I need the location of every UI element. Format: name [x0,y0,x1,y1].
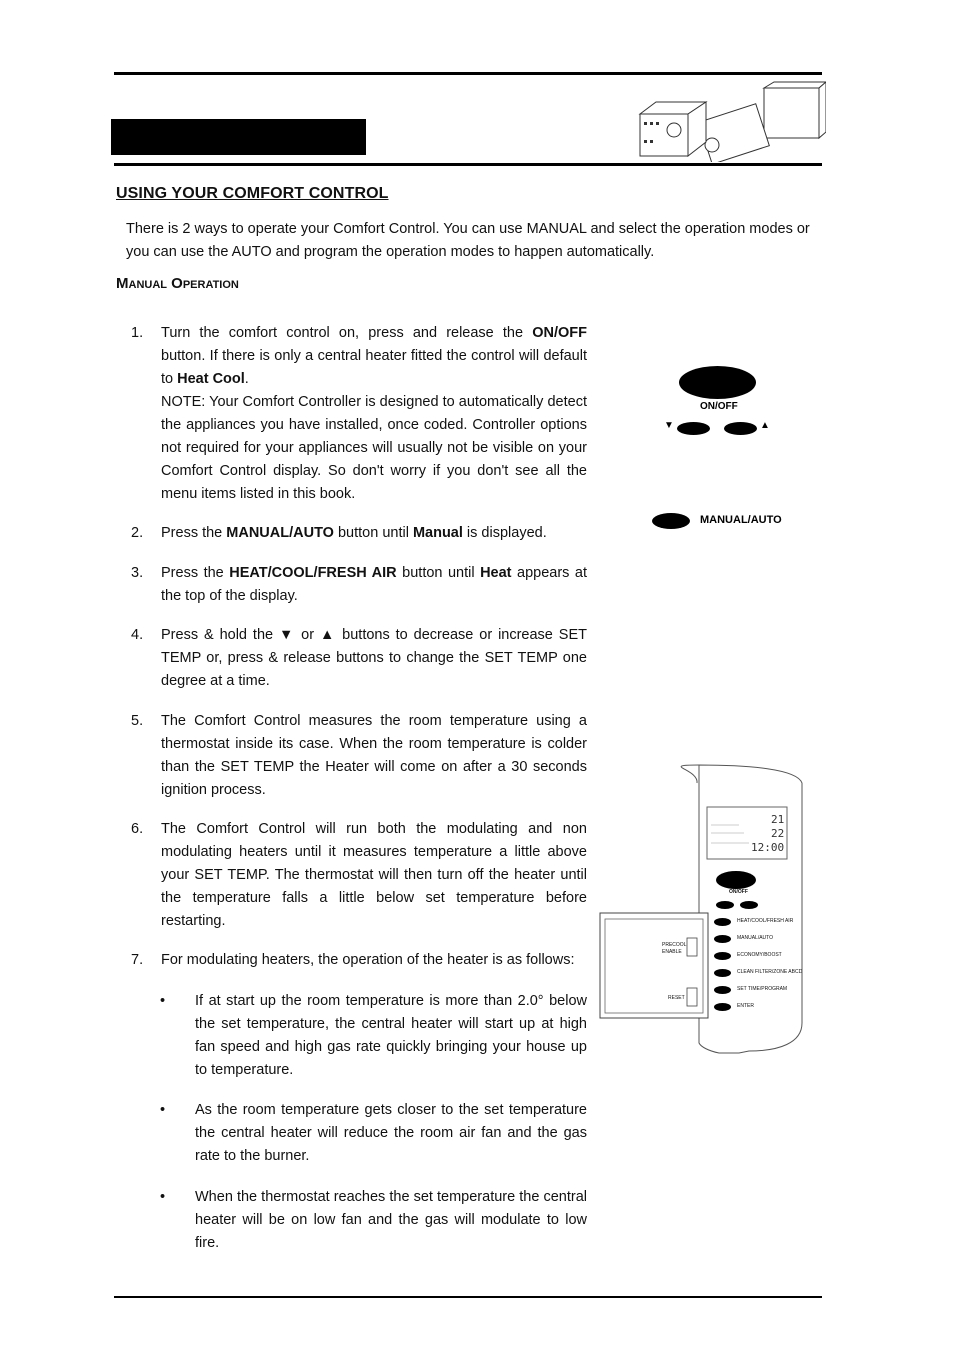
text-bold: HEAT/COOL/FRESH AIR [229,565,397,581]
text-run: button. If there is only a central heater fitted the control will default to [161,348,587,387]
remote-key-label: ENTER [737,1003,754,1009]
section-heading: USING YOUR COMFORT CONTROL [116,185,389,202]
item-number: 6. [131,821,144,837]
text-run: Press the [161,525,227,541]
text-bold: MANUAL/AUTO [226,525,334,541]
remote-key-icon [714,952,731,960]
remote-key-label: CLEAN FILTER/ZONE ABCD [737,969,803,975]
reset-label: RESET [668,995,685,1001]
remote-onoff-label: ON/OFF [729,889,748,895]
remote-key-icon [714,935,731,943]
bullet-text: If at start up the room temperature is more than 2.0° below the set temperature, the central heater will start up at high fan speed and high gas rate quickly bringing your house up to temperature. [195,993,587,1078]
bullet-dot: • [160,1102,166,1118]
item-text: The Comfort Control will run both the modulating and non modulating heaters until it measures temperature a little above your SET TEMP. The thermostat will then turn off the heater until the temperature falls a little below set temperature before restarting. [161,821,587,929]
remote-key-label: SET TIME/PROGRAM [737,986,788,992]
item-text: For modulating heaters, the operation of the heater is as follows: [161,952,575,968]
item-text [161,562,587,608]
remote-key-icon [714,986,731,994]
enable-label: ENABLE [662,949,682,955]
item-note: NOTE: Your Comfort Controller is designed to automatically detect the appliances you have installed, once coded. Controller options not required for your appliances will usually not be visible on your Comfort Control display. So don't worry if you don't see all the menu items listed in this book. [161,394,587,502]
remote-key-label: ECONOMY/BOOST [737,952,782,958]
top-rule [114,72,822,75]
item-text: Press & hold the ▼ or ▲ buttons to decrease or increase SET TEMP or, press & release buttons to change the SET TEMP one degree at a time. [161,627,587,689]
bullet-text: When the thermostat reaches the set temperature the central heater will be on low fan and the gas will modulate to low fire. [195,1189,587,1251]
display-small-digits: 22 [771,827,785,840]
manual-auto-button-figure [646,510,786,534]
intro-paragraph: There is 2 ways to operate your Comfort Control. You can use MANUAL and select the operation modes or you can use the AUTO and program the operation modes to happen automatically. [126,221,810,260]
up-button-icon [724,422,757,435]
text-run: is displayed. [462,525,547,541]
text-run: appears at the top of the display. [161,565,588,604]
precool-label: PRECOOL [662,942,687,948]
item-number: 4. [131,627,144,643]
item-number: 1. [131,325,144,341]
item-text [161,322,587,391]
up-arrow-icon: ▲ [760,420,770,431]
text-run: button until [333,525,413,541]
text-run: Turn the comfort control on, press and release the [161,325,533,341]
onoff-button-figure [660,362,780,442]
onoff-button-icon [679,366,756,399]
text-run: . [244,371,249,387]
bullet-text: As the room temperature gets closer to the set temperature the central heater will reduce the room air fan and the gas rate to the burner. [195,1102,587,1164]
header-title-bar [111,119,366,155]
text-run: Press the [161,565,230,581]
text-bold: Heat Cool [177,371,245,387]
header-bottom-rule [114,163,822,166]
manual-auto-label: MANUAL/AUTO [700,514,782,526]
text-bold: ON/OFF [532,325,587,341]
remote-key-icon [714,969,731,977]
remote-up-button [740,901,758,909]
footer-rule [114,1296,822,1298]
onoff-label: ON/OFF [700,401,738,412]
text-bold: Heat [480,565,512,581]
remote-key-label: HEAT/COOL/FRESH AIR [737,918,794,924]
item-number: 5. [131,713,144,729]
remote-key-label: MANUAL/AUTO [737,935,774,941]
display-big-digits: 21 [771,813,785,826]
bullet-dot: • [160,1189,166,1205]
remote-onoff-button [716,871,756,889]
remote-outline-icon [599,763,805,1055]
item-text: The Comfort Control measures the room temperature using a thermostat inside its case. When the room temperature is colder than the SET TEMP the Heater will come on after a 30 seconds ignition process. [161,713,587,798]
item-number: 3. [131,565,144,581]
display-time: 12:00 [751,841,785,854]
remote-key-icon [714,918,731,926]
text-bold: Manual [412,525,463,541]
down-button-icon [677,422,710,435]
appliance-illustration [636,80,826,162]
manual-auto-button-icon [652,513,690,529]
down-arrow-icon: ▼ [664,420,674,431]
remote-control-figure [599,763,805,1055]
subheading: Manual Operation [116,275,239,292]
item-text [161,522,587,545]
item-number: 7. [131,952,144,968]
remote-down-button [716,901,734,909]
text-run: button until [396,565,481,581]
item-number: 2. [131,525,144,541]
remote-key-icon [714,1003,731,1011]
bullet-dot: • [160,993,166,1009]
